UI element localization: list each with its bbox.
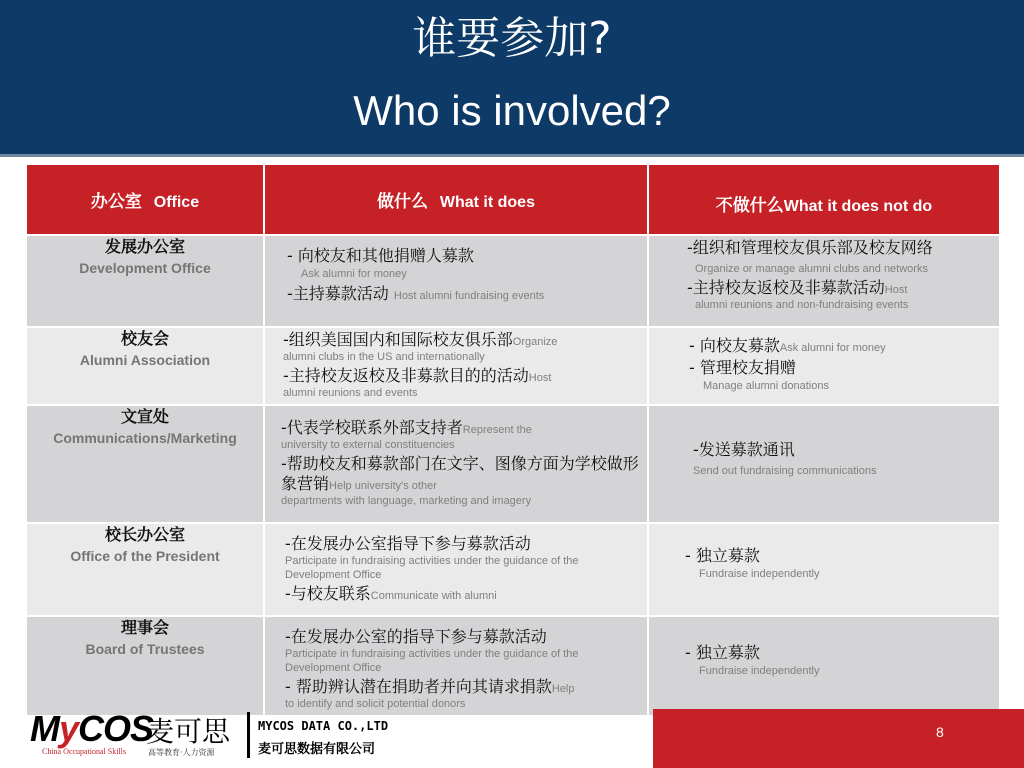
does-not-cell: - 独立募款 Fundraise independently [648,616,1000,716]
table-row [26,235,1000,327]
page-number: 8 [936,724,944,740]
slide-title-en: Who is involved? [353,87,671,134]
table-row [26,405,1000,523]
mycos-logo-cn: 麦可思 [146,715,231,748]
logo-tagline-en: China Occupational Skills [42,747,126,756]
office-cell: 校友会 Alumni Association [26,327,264,405]
table-row [26,616,1000,716]
office-cell: 理事会 Board of Trustees [26,616,264,716]
table-row [26,523,1000,616]
company-name-en: MYCOS DATA CO.,LTD [258,719,389,733]
office-cell: 文宣处 Communications/Marketing [26,405,264,523]
does-cell: -在发展办公室指导下参与募款活动 Participate in fundraising activities under the guidance of the Development Office -与校友联系Communicate with alumni [264,523,648,616]
table-header-row [26,164,1000,235]
office-cell: 校长办公室 Office of the President [26,523,264,616]
does-not-cell: - 独立募款 Fundraise independently [648,523,1000,616]
slide-title-cn: 谁要参加? [412,13,612,64]
header-does: 做什么 What it does [264,164,648,235]
header-does-not: 不做什么What it does not do [648,164,1000,235]
table-row [26,327,1000,405]
mycos-logo: MyCOS [30,708,154,749]
company-name-cn: 麦可思数据有限公司 [258,742,376,757]
does-cell: -组织美国国内和国际校友俱乐部Organize alumni clubs in the US and internationally -主持校友返校及非募款目的的活动Host alumni reunions and events [264,327,648,405]
header-office: 办公室 Office [26,164,264,235]
title-banner [0,0,1024,157]
does-not-cell: -发送募款通讯 Send out fundraising communications [648,405,1000,523]
footer-divider [247,712,250,758]
does-not-cell: - 向校友募款Ask alumni for money - 管理校友捐赠 Manage alumni donations [648,327,1000,405]
logo-tagline-cn: 高等教育·人力资源 [148,748,215,757]
does-cell: -在发展办公室的指导下参与募款活动 Participate in fundraising activities under the guidance of the Development Office - 帮助辨认潜在捐助者并向其请求捐款Help to identify and solicit potential donors [264,616,648,716]
roles-table [25,163,1001,717]
footer-red-bar [653,709,1024,768]
does-cell: -代表学校联系外部支持者Represent the university to external constituencies -帮助校友和募款部门在文字、图像方面为学校做形象营销Help university's other departments with language, marketing and imagery [264,405,648,523]
does-cell: - 向校友和其他捐赠人募款 Ask alumni for money -主持募款活动 Host alumni fundraising events [264,235,648,327]
does-not-cell: -组织和管理校友俱乐部及校友网络 Organize or manage alumni clubs and networks -主持校友返校及非募款活动Host alumni reunions and non-fundraising events [648,235,1000,327]
office-cell: 发展办公室 Development Office [26,235,264,327]
